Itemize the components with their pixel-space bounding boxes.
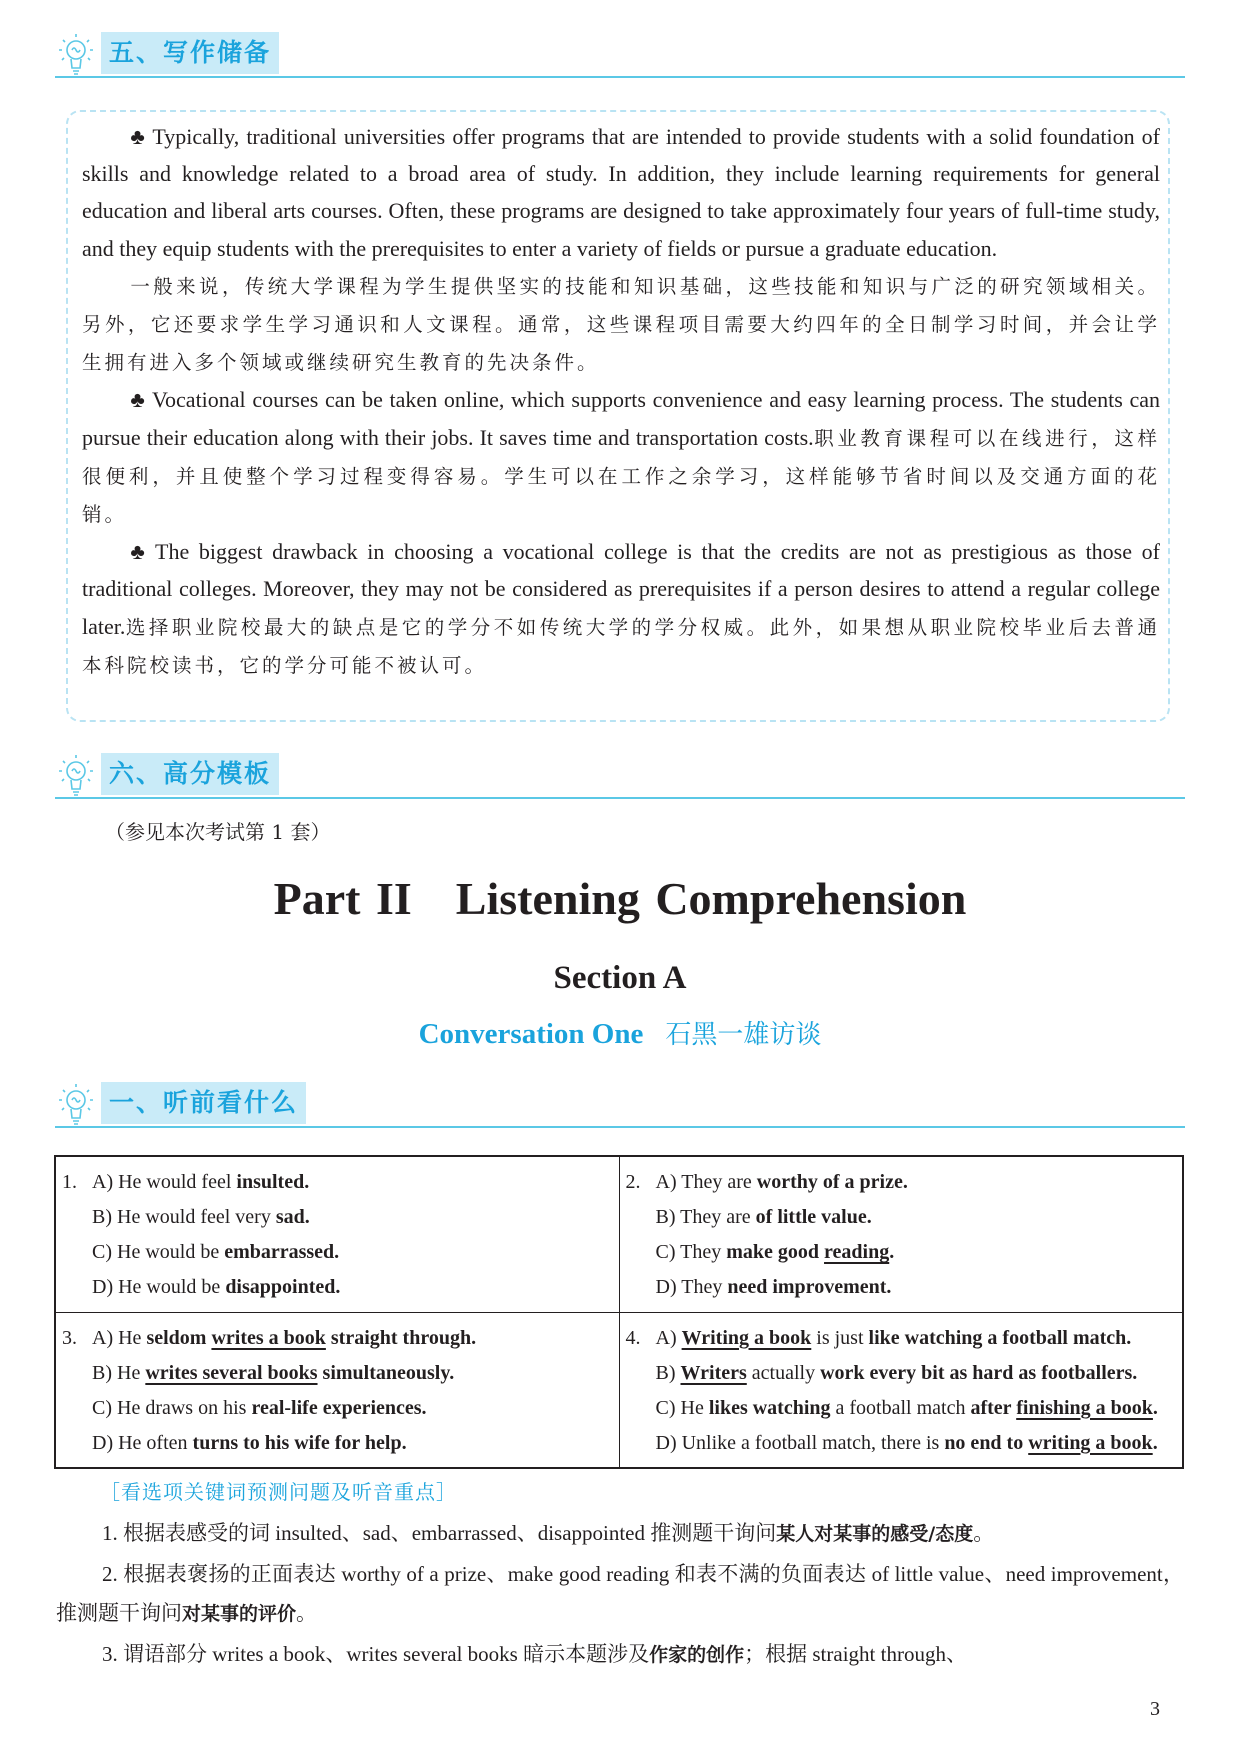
option-a <box>626 1321 1177 1356</box>
option-letter: B) <box>655 1361 681 1384</box>
option-letter: D) <box>655 1431 682 1454</box>
option-letter: A) <box>655 1171 682 1193</box>
option-text: He would be <box>117 1241 225 1263</box>
option-letter: C) <box>655 1396 681 1419</box>
analysis-title: ［看选项关键词预测问题及听音重点］ <box>100 1480 457 1504</box>
chinese-text: 一般来说，传统大学课程为学生提供坚实的技能和知识基础，这些技能和知识与广泛的研究领域相关。另外，它还要求学生学习通识和人文课程。通常，这些课程项目需要大约四年的全日制学习时间，并会让学生拥有进入多个领域或继续研究生教育的先决条件。 <box>82 274 1160 375</box>
option-d <box>62 1270 613 1305</box>
option-letter: D) <box>655 1276 682 1298</box>
option-text: He often <box>118 1431 193 1454</box>
question-number: 1. <box>62 1171 77 1193</box>
option-text: is just <box>811 1326 869 1349</box>
option-text: He <box>117 1361 146 1384</box>
option-a <box>62 1165 613 1200</box>
analysis-text: 3. 谓语部分 writes a book、writes several books 暗示本题涉及 <box>102 1641 650 1666</box>
question-cell <box>55 1156 619 1312</box>
paragraph <box>82 267 1160 382</box>
page-number: 3 <box>1150 1698 1160 1720</box>
option-d <box>626 1270 1177 1305</box>
option-text: reading <box>824 1241 890 1263</box>
option-text: writing a book <box>1028 1431 1153 1454</box>
analysis-item <box>56 1555 1184 1635</box>
lightbulb-icon <box>55 32 97 76</box>
lightbulb-icon <box>55 1082 97 1126</box>
option-text: actually <box>746 1361 821 1384</box>
analysis-text: 。 <box>296 1601 318 1625</box>
option-c <box>62 1235 613 1270</box>
question-number: 3. <box>62 1326 77 1349</box>
option-text: They are <box>680 1206 756 1228</box>
conversation-title <box>0 1014 1240 1051</box>
key-point: 作家的创作 <box>649 1643 745 1666</box>
paragraph <box>82 118 1160 267</box>
section-title: 五、写作储备 <box>101 32 279 74</box>
key-point: 对某事的评价 <box>182 1603 297 1625</box>
question-number: 4. <box>625 1326 641 1349</box>
question-cell <box>619 1312 1183 1468</box>
section-header-preview <box>55 1080 1185 1128</box>
reference-note: （参见本次考试第 1 套） <box>105 820 331 844</box>
option-text: He <box>118 1326 147 1349</box>
option-text: seldom <box>146 1326 212 1349</box>
option-text: . <box>889 1241 895 1263</box>
option-text: . <box>1152 1396 1158 1419</box>
option-text: embarrassed. <box>224 1241 340 1263</box>
option-b <box>626 1200 1177 1235</box>
option-text: They <box>680 1241 727 1263</box>
chinese-text: 选择职业院校最大的缺点是它的学分不如传统大学的学分权威。此外，如果想从职业院校毕业后去普通本科院校读书，它的学分可能不被认可。 <box>82 615 1160 677</box>
section-a-title: Section A <box>553 960 687 996</box>
paragraph <box>82 533 1160 684</box>
option-text: insulted. <box>236 1171 310 1193</box>
option-d <box>62 1426 613 1461</box>
option-text: writes several books <box>145 1361 318 1384</box>
section-header-template <box>55 751 1185 799</box>
options-table <box>54 1155 1184 1469</box>
lightbulb-icon <box>55 753 97 797</box>
club-icon: ♣ <box>130 387 146 413</box>
option-letter: C) <box>655 1241 681 1263</box>
part-title <box>0 872 1240 925</box>
option-b <box>62 1356 613 1391</box>
option-letter: A) <box>92 1326 119 1349</box>
option-letter: C) <box>92 1396 117 1419</box>
option-c <box>626 1235 1177 1270</box>
analysis-item <box>56 1514 1184 1555</box>
option-text: He would be <box>118 1276 226 1298</box>
club-icon: ♣ <box>130 124 147 149</box>
option-letter: D) <box>92 1431 119 1454</box>
option-text: work every bit as hard as footballers. <box>820 1361 1138 1384</box>
paragraph <box>82 381 1160 533</box>
option-text: Unlike a football match, there is <box>681 1431 945 1454</box>
analysis-text: ；根据 straight through、 <box>744 1641 967 1666</box>
question-cell <box>55 1312 619 1468</box>
option-text: Writers <box>680 1361 747 1384</box>
option-letter: A) <box>655 1326 682 1349</box>
option-text: . <box>1152 1431 1158 1454</box>
analysis-text <box>56 1514 1184 1675</box>
option-a <box>62 1321 613 1356</box>
option-text: worthy of a prize. <box>756 1171 908 1193</box>
option-text: a football match <box>830 1396 971 1419</box>
option-a <box>626 1165 1177 1200</box>
option-d <box>626 1426 1177 1461</box>
part-name: Listening Comprehension <box>455 873 967 924</box>
option-c <box>626 1391 1177 1426</box>
english-text: Typically, traditional universities offer programs that are intended to provide students with a solid foundation of skills and knowledge related to a broad area of study. In addition, they include learning requirements for general education and liberal arts courses. Often, these programs are designed to take approximately four years of full-time study, and they equip students with the prerequisites to enter a variety of fields or pursue a graduate education. <box>82 124 1161 261</box>
conversation-topic: 石黑一雄访谈 <box>665 1020 822 1050</box>
analysis-text: 2. 根据表褒扬的正面表达 worthy of a prize、make good reading 和表不满的负面表达 of little value、need improvement，推测题干询问 <box>56 1561 1184 1625</box>
option-text: simultaneously. <box>317 1361 455 1384</box>
section-header-writing <box>55 30 1185 78</box>
option-letter: C) <box>92 1241 117 1263</box>
question-number: 2. <box>625 1171 641 1193</box>
option-text: straight through. <box>325 1326 477 1349</box>
option-text: finishing a book <box>1016 1396 1153 1419</box>
option-text: like watching a football match. <box>868 1326 1132 1349</box>
option-letter: B) <box>92 1206 117 1228</box>
option-text: writes a book <box>211 1326 326 1349</box>
option-text: likes watching <box>708 1396 831 1419</box>
option-b <box>62 1200 613 1235</box>
option-text: real-life experiences. <box>251 1396 427 1419</box>
option-b <box>626 1356 1177 1391</box>
option-text: after <box>970 1396 1017 1419</box>
option-text: need improvement. <box>727 1276 892 1298</box>
option-text: He would feel very <box>117 1206 276 1228</box>
question-cell <box>619 1156 1183 1312</box>
analysis-item <box>56 1635 1184 1676</box>
conversation-label: Conversation One <box>418 1018 644 1050</box>
analysis-text: 。 <box>973 1521 995 1545</box>
option-text: He would feel <box>118 1171 237 1193</box>
english-text: Vocational courses can be taken online, which supports convenience and easy learning process. The students can pursue their education along with their jobs. It saves time and transportation costs. <box>82 387 1160 450</box>
option-text: Writing a book <box>681 1326 812 1349</box>
option-text: turns to his wife for help. <box>192 1431 407 1454</box>
option-text: They <box>681 1276 728 1298</box>
analysis-text: 1. 根据表感受的词 insulted、sad、embarrassed、disappointed 推测题干询问 <box>102 1521 777 1545</box>
option-text: sad. <box>275 1206 310 1228</box>
section-title: 一、听前看什么 <box>101 1082 306 1124</box>
option-c <box>62 1391 613 1426</box>
option-letter: B) <box>92 1361 117 1384</box>
option-text: of little value. <box>755 1206 872 1228</box>
option-letter: A) <box>92 1171 119 1193</box>
option-text: no end to <box>944 1431 1029 1454</box>
club-icon: ♣ <box>130 539 150 565</box>
section-title: 六、高分模板 <box>101 753 279 795</box>
key-point: 某人对某事的感受/态度 <box>776 1523 974 1545</box>
chinese-text: 职业教育课程可以在线进行，这样很便利，并且使整个学习过程变得容易。学生可以在工作之余学习，这样能够节省时间以及交通方面的花销。 <box>82 426 1160 527</box>
part-label: Part II <box>273 873 412 924</box>
english-text: The biggest drawback in choosing a vocational college is that the credits are not as prestigious as those of traditional colleges. Moreover, they may not be considered as prerequisites if a person desires to attend a regular college later. <box>82 539 1161 639</box>
option-text: make good <box>726 1241 825 1263</box>
option-text: He draws on his <box>117 1396 252 1419</box>
option-letter: B) <box>655 1206 681 1228</box>
writing-reference-text <box>82 118 1160 684</box>
option-text: They are <box>681 1171 757 1193</box>
option-letter: D) <box>92 1276 119 1298</box>
option-text: disappointed. <box>225 1276 341 1298</box>
option-text: He <box>680 1396 709 1419</box>
